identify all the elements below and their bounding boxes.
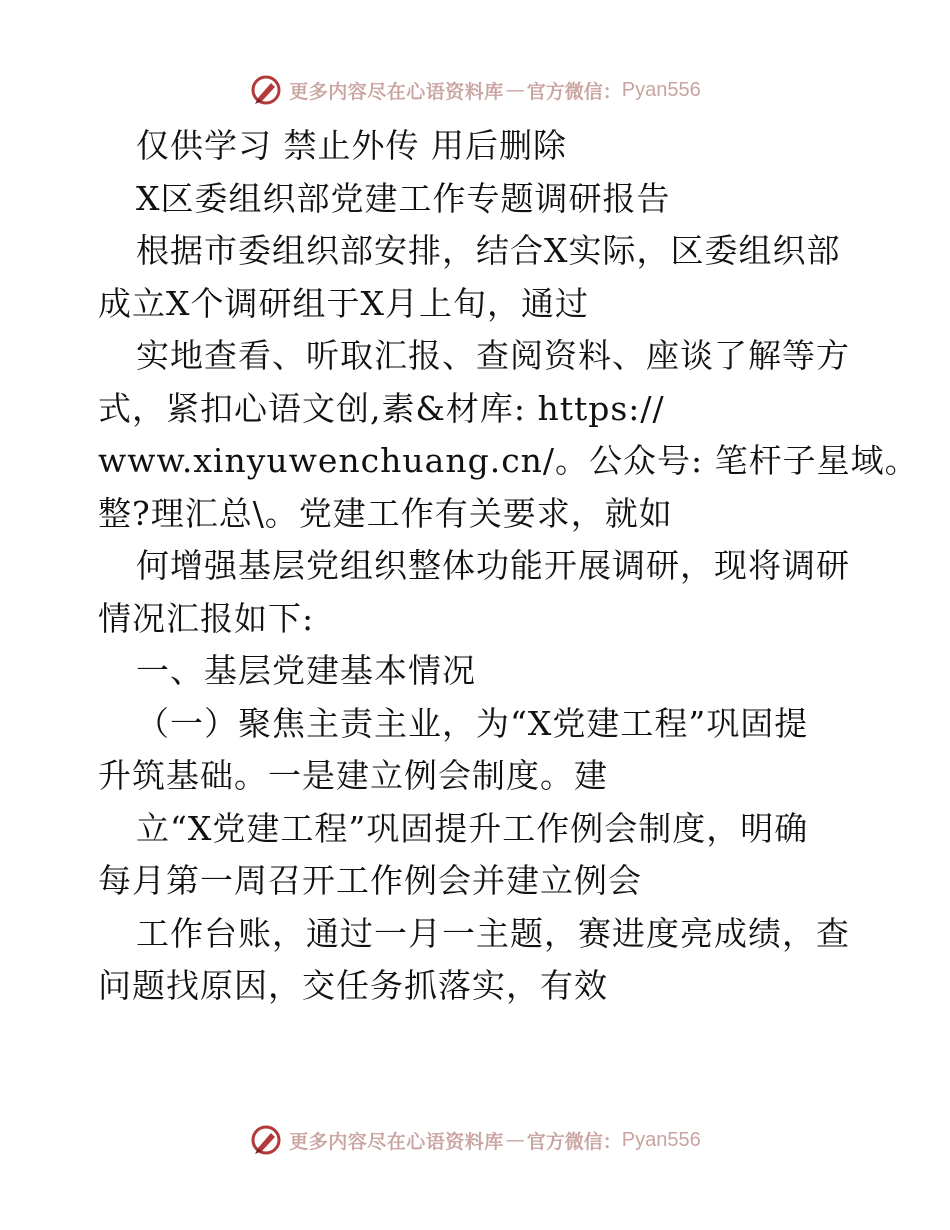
document-line: 何增强基层党组织整体功能开展调研，现将调研 bbox=[136, 546, 850, 585]
document-line: 问题找原因，交任务抓落实，有效 bbox=[98, 966, 608, 1005]
pen-logo-icon bbox=[249, 1123, 283, 1157]
banner-wechat-label: 官方微信： bbox=[526, 1130, 622, 1153]
document-line: 根据市委组织部安排，结合X实际，区委组织部 bbox=[136, 231, 841, 270]
document-line: 实地查看、听取汇报、查阅资料、座谈了解等方 bbox=[136, 336, 850, 375]
header-watermark-banner bbox=[0, 70, 950, 110]
document-line: 成立X个调研组于X月上旬，通过 bbox=[98, 283, 589, 323]
document-line: 式，紧扣心语文创,素&材库: https:// bbox=[98, 388, 665, 428]
section-heading: 一、基层党建基本情况 bbox=[136, 651, 476, 690]
banner-wechat-label: 官方微信： bbox=[526, 80, 622, 103]
document-line: 情况汇报如下: bbox=[98, 598, 315, 638]
document-body bbox=[98, 120, 919, 1013]
document-line: 升筑基础。一是建立例会制度。建 bbox=[98, 756, 608, 795]
banner-wechat-id: Pyan556 bbox=[621, 78, 701, 101]
subsection-heading: （一）聚焦主责主业，为“X党建工程”巩固提 bbox=[136, 703, 809, 743]
banner-text: 更多内容尽在心语资料库 bbox=[289, 1130, 504, 1153]
document-line: 整?理汇总\。党建工作有关要求，就如 bbox=[98, 493, 673, 533]
banner-text: 更多内容尽在心语资料库 bbox=[289, 80, 504, 103]
banner-wechat-id: Pyan556 bbox=[621, 1128, 701, 1151]
banner-separator: — bbox=[505, 79, 525, 101]
footer-watermark-banner bbox=[0, 1120, 950, 1160]
pen-logo-icon bbox=[249, 73, 283, 107]
document-line: 工作台账，通过一月一主题，赛进度亮成绩，查 bbox=[136, 913, 850, 953]
document-title: X区委组织部党建工作专题调研报告 bbox=[136, 178, 671, 218]
banner-separator: — bbox=[505, 1129, 525, 1151]
document-line: www.xinyuwenchuang.cn/。公众号: 笔杆子星域。 bbox=[98, 441, 919, 480]
document-line: 立“X党建工程”巩固提升工作例会制度，明确 bbox=[136, 808, 809, 848]
document-line: 每月第一周召开工作例会并建立例会 bbox=[98, 861, 642, 900]
document-line: 仅供学习 禁止外传 用后删除 bbox=[136, 126, 567, 165]
